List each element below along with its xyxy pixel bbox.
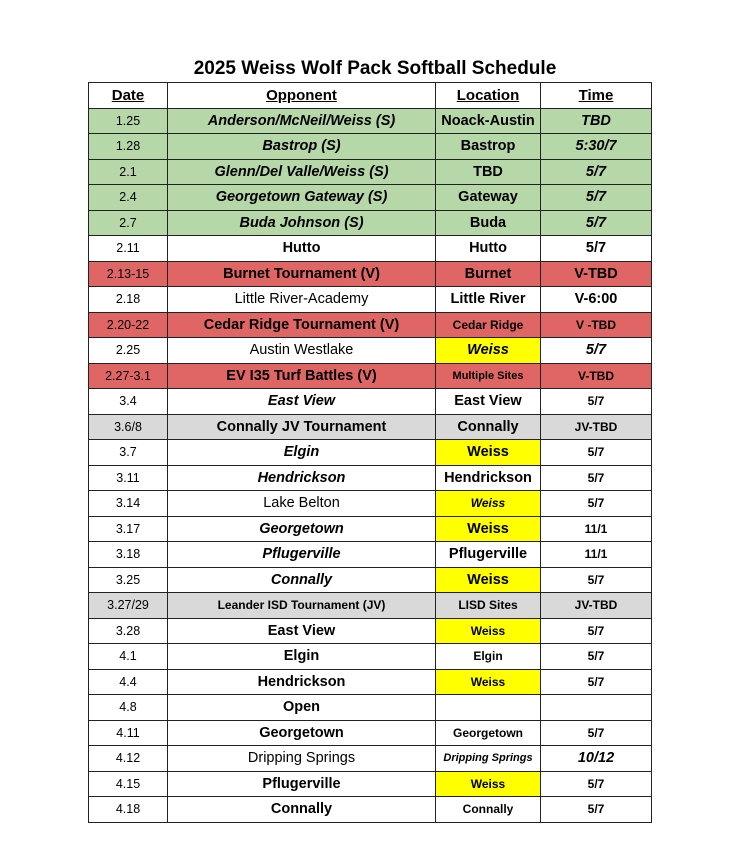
date-cell: 2.1 [89,159,168,185]
table-row [89,185,652,211]
time-cell: 5:30/7 [541,134,652,160]
opponent-cell: Hutto [168,236,436,262]
table-row [89,363,652,389]
table-row [89,797,652,823]
time-cell: 5/7 [541,644,652,670]
date-cell: 3.28 [89,618,168,644]
time-cell: V-6:00 [541,287,652,313]
time-cell: 5/7 [541,491,652,517]
location-cell: Hutto [436,236,541,262]
date-cell: 3.11 [89,465,168,491]
location-cell: Weiss [436,567,541,593]
table-row [89,159,652,185]
opponent-cell: East View [168,618,436,644]
time-cell [541,695,652,721]
table-row [89,593,652,619]
time-cell: 5/7 [541,797,652,823]
table-row [89,720,652,746]
opponent-cell: Burnet Tournament (V) [168,261,436,287]
table-row [89,695,652,721]
date-cell: 4.11 [89,720,168,746]
date-cell: 4.8 [89,695,168,721]
table-row [89,236,652,262]
opponent-cell: Buda Johnson (S) [168,210,436,236]
header-time: Time [541,83,652,109]
date-cell: 3.14 [89,491,168,517]
time-cell: 5/7 [541,210,652,236]
time-cell: 11/1 [541,542,652,568]
date-cell: 1.25 [89,108,168,134]
location-cell: Little River [436,287,541,313]
opponent-cell: Connally [168,567,436,593]
location-cell: Hendrickson [436,465,541,491]
time-cell: 5/7 [541,185,652,211]
date-cell: 2.13-15 [89,261,168,287]
table-row [89,312,652,338]
date-cell: 3.18 [89,542,168,568]
opponent-cell: Bastrop (S) [168,134,436,160]
table-row [89,261,652,287]
table-row [89,746,652,772]
location-cell: Weiss [436,440,541,466]
opponent-cell: Lake Belton [168,491,436,517]
time-cell: V-TBD [541,363,652,389]
table-row [89,644,652,670]
opponent-cell: Glenn/Del Valle/Weiss (S) [168,159,436,185]
location-cell: Bastrop [436,134,541,160]
opponent-cell: Georgetown Gateway (S) [168,185,436,211]
time-cell: 5/7 [541,389,652,415]
time-cell: 5/7 [541,159,652,185]
opponent-cell: Hendrickson [168,465,436,491]
table-row [89,134,652,160]
time-cell: 5/7 [541,771,652,797]
time-cell: 5/7 [541,669,652,695]
header-location: Location [436,83,541,109]
location-cell: Burnet [436,261,541,287]
location-cell: Weiss [436,669,541,695]
opponent-cell: Georgetown [168,720,436,746]
date-cell: 2.20-22 [89,312,168,338]
table-row [89,414,652,440]
date-cell: 4.15 [89,771,168,797]
location-cell: TBD [436,159,541,185]
time-cell: 11/1 [541,516,652,542]
time-cell: V -TBD [541,312,652,338]
table-row [89,618,652,644]
table-row [89,771,652,797]
date-cell: 3.7 [89,440,168,466]
time-cell: 5/7 [541,618,652,644]
table-row [89,491,652,517]
date-cell: 2.27-3.1 [89,363,168,389]
location-cell: Cedar Ridge [436,312,541,338]
date-cell: 3.25 [89,567,168,593]
location-cell: Buda [436,210,541,236]
opponent-cell: East View [168,389,436,415]
time-cell: JV-TBD [541,414,652,440]
opponent-cell: Anderson/McNeil/Weiss (S) [168,108,436,134]
time-cell: 5/7 [541,236,652,262]
time-cell: JV-TBD [541,593,652,619]
time-cell: 5/7 [541,720,652,746]
opponent-cell: Elgin [168,644,436,670]
location-cell: Elgin [436,644,541,670]
date-cell: 2.18 [89,287,168,313]
time-cell: 10/12 [541,746,652,772]
location-cell: Weiss [436,771,541,797]
opponent-cell: Austin Westlake [168,338,436,364]
opponent-cell: Dripping Springs [168,746,436,772]
table-row [89,669,652,695]
location-cell [436,695,541,721]
time-cell: V-TBD [541,261,652,287]
opponent-cell: Open [168,695,436,721]
date-cell: 3.6/8 [89,414,168,440]
date-cell: 4.12 [89,746,168,772]
opponent-cell: Pflugerville [168,771,436,797]
location-cell: Weiss [436,491,541,517]
opponent-cell: Leander ISD Tournament (JV) [168,593,436,619]
opponent-cell: Elgin [168,440,436,466]
table-row [89,338,652,364]
location-cell: Noack-Austin [436,108,541,134]
date-cell: 3.27/29 [89,593,168,619]
location-cell: Dripping Springs [436,746,541,772]
opponent-cell: Little River-Academy [168,287,436,313]
table-row [89,516,652,542]
location-cell: Pflugerville [436,542,541,568]
header-opponent: Opponent [168,83,436,109]
table-row [89,108,652,134]
location-cell: East View [436,389,541,415]
date-cell: 4.18 [89,797,168,823]
header-date: Date [89,83,168,109]
schedule-title: 2025 Weiss Wolf Pack Softball Schedule [193,58,557,79]
location-cell: Weiss [436,516,541,542]
time-cell: 5/7 [541,465,652,491]
date-cell: 2.4 [89,185,168,211]
opponent-cell: Pflugerville [168,542,436,568]
opponent-cell: Hendrickson [168,669,436,695]
header-row [89,83,652,109]
location-cell: Multiple Sites [436,363,541,389]
table-row [89,389,652,415]
date-cell: 3.17 [89,516,168,542]
location-cell: Gateway [436,185,541,211]
date-cell: 3.4 [89,389,168,415]
date-cell: 2.11 [89,236,168,262]
date-cell: 1.28 [89,134,168,160]
schedule-table [88,82,652,823]
location-cell: Connally [436,414,541,440]
time-cell: 5/7 [541,338,652,364]
opponent-cell: Connally JV Tournament [168,414,436,440]
time-cell: TBD [541,108,652,134]
table-row [89,542,652,568]
opponent-cell: Connally [168,797,436,823]
opponent-cell: EV I35 Turf Battles (V) [168,363,436,389]
location-cell: Weiss [436,338,541,364]
opponent-cell: Cedar Ridge Tournament (V) [168,312,436,338]
date-cell: 2.7 [89,210,168,236]
location-cell: LISD Sites [436,593,541,619]
table-row [89,210,652,236]
time-cell: 5/7 [541,567,652,593]
date-cell: 2.25 [89,338,168,364]
location-cell: Georgetown [436,720,541,746]
table-row [89,287,652,313]
table-row [89,440,652,466]
table-row [89,567,652,593]
location-cell: Weiss [436,618,541,644]
time-cell: 5/7 [541,440,652,466]
date-cell: 4.4 [89,669,168,695]
location-cell: Connally [436,797,541,823]
table-row [89,465,652,491]
opponent-cell: Georgetown [168,516,436,542]
date-cell: 4.1 [89,644,168,670]
